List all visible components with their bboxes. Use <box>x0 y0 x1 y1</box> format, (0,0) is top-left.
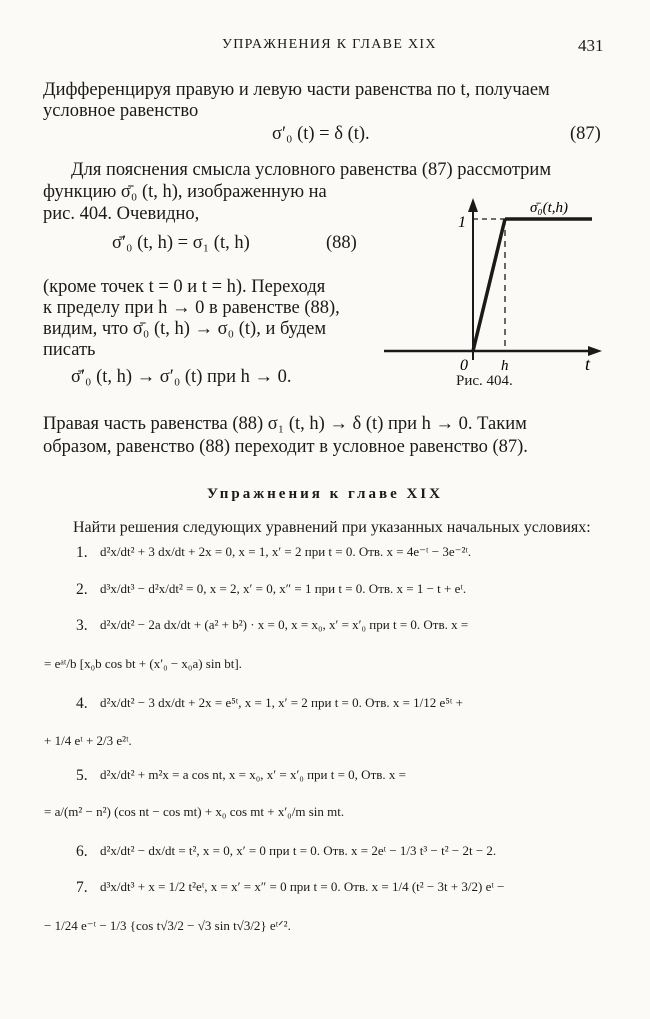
explain-line-1: Для пояснения смысла условного равенства (87) рассмотрим <box>71 160 552 180</box>
exercise-line: d³x/dt³ − d²x/dt² = 0, x = 2, x′ = 0, x″ = 1 при t = 0. Отв. x = 1 − t + eᵗ. <box>100 581 467 596</box>
exercise-number: 6. <box>76 843 88 860</box>
exercise-line: d²x/dt² + m²x = a cos nt, x = x₀, x′ = x′₀ при t = 0, Отв. x = <box>100 767 406 782</box>
running-head: УПРАЖНЕНИЯ К ГЛАВЕ XIX <box>222 37 437 52</box>
t-label: t <box>585 354 591 370</box>
function-label: σ̄₀(t,h) <box>530 200 569 216</box>
exercise-line: d²x/dt² − 2a dx/dt + (a² + b²) · x = 0, x = x₀, x′ = x′₀ при t = 0. Отв. x = <box>100 617 469 632</box>
intro-line-1: Дифференцируя правую и левую части равенства по t, получаем <box>43 80 550 100</box>
exercise-continuation-line: − 1/24 e⁻ᵗ − 1/3 {cos t√3/2 − √3 sin t√3/2} eᵗᐟ². <box>44 918 291 933</box>
explain-line-3: рис. 404. Очевидно, <box>43 204 200 224</box>
vertical-axis-arrow <box>468 198 478 212</box>
exercises-title: Упражнения к главе XIX <box>207 486 443 502</box>
exercise-line: d²x/dt² − dx/dt = t², x = 0, x′ = 0 при t = 0. Отв. x = 2eᵗ − 1/3 t³ − t² − 2t − 2. <box>100 843 497 858</box>
figure-404 <box>380 190 610 370</box>
limit-equation: σ̄′₀ (t, h) → σ′₀ (t) при h → 0. <box>71 367 292 387</box>
except-line-4: писать <box>43 340 96 360</box>
equation-87: σ′₀ (t) = δ (t). <box>272 124 370 144</box>
except-line-3: видим, что σ̄₀ (t, h) → σ₀ (t), и будем <box>43 319 327 339</box>
exercise-line: d²x/dt² − 3 dx/dt + 2x = e⁵ᵗ, x = 1, x′ = 2 при t = 0. Отв. x = 1/12 e⁵ᵗ + <box>100 695 463 710</box>
explain-line-2: функцию σ̄₀ (t, h), изображенную на <box>43 182 327 202</box>
equation-87-number: (87) <box>570 124 601 144</box>
exercise-number: 2. <box>76 581 88 598</box>
right-part-line-1: Правая часть равенства (88) σ₁ (t, h) → δ (t) при h → 0. Таким <box>43 414 527 434</box>
exercise-number: 1. <box>76 544 88 561</box>
exercise-line: d³x/dt³ + x = 1/2 t²eᵗ, x = x′ = x″ = 0 при t = 0. Отв. x = 1/4 (t² − 3t + 3/2) eᵗ − <box>100 879 505 894</box>
exercise-line: d²x/dt² + 3 dx/dt + 2x = 0, x = 1, x′ = 2 при t = 0. Отв. x = 4e⁻ᵗ − 3e⁻²ᵗ. <box>100 544 472 559</box>
except-line-2: к пределу при h → 0 в равенстве (88), <box>43 298 340 318</box>
equation-88: σ̄′₀ (t, h) = σ₁ (t, h) <box>112 233 250 253</box>
figure-caption: Рис. 404. <box>456 373 513 389</box>
exercise-number: 3. <box>76 617 88 634</box>
exercise-continuation-line: = a/(m² − n²) (cos nt − cos mt) + x₀ cos mt + x′₀/m sin mt. <box>44 804 345 819</box>
right-part-line-2: образом, равенство (88) переходит в условное равенство (87). <box>43 437 528 457</box>
origin-label: 0 <box>460 357 468 370</box>
y-one-label: 1 <box>458 214 466 231</box>
intro-line-2: условное равенство <box>43 101 199 121</box>
page-number: 431 <box>578 36 604 55</box>
exercise-continuation-line: = eᵃᵗ/b [x₀b cos bt + (x′₀ − x₀a) sin bt]. <box>44 656 242 671</box>
t-axis-arrow <box>588 346 602 356</box>
equation-88-number: (88) <box>326 233 357 253</box>
exercises-intro: Найти решения следующих уравнений при указанных начальных условиях: <box>73 519 591 536</box>
exercise-continuation-line: + 1/4 eᵗ + 2/3 e²ᵗ. <box>44 733 132 748</box>
ramp-segment <box>473 219 505 351</box>
exercise-number: 7. <box>76 879 88 896</box>
exercise-number: 5. <box>76 767 88 784</box>
h-label: h <box>501 358 509 370</box>
exercise-number: 4. <box>76 695 88 712</box>
except-line-1: (кроме точек t = 0 и t = h). Переходя <box>43 277 326 297</box>
